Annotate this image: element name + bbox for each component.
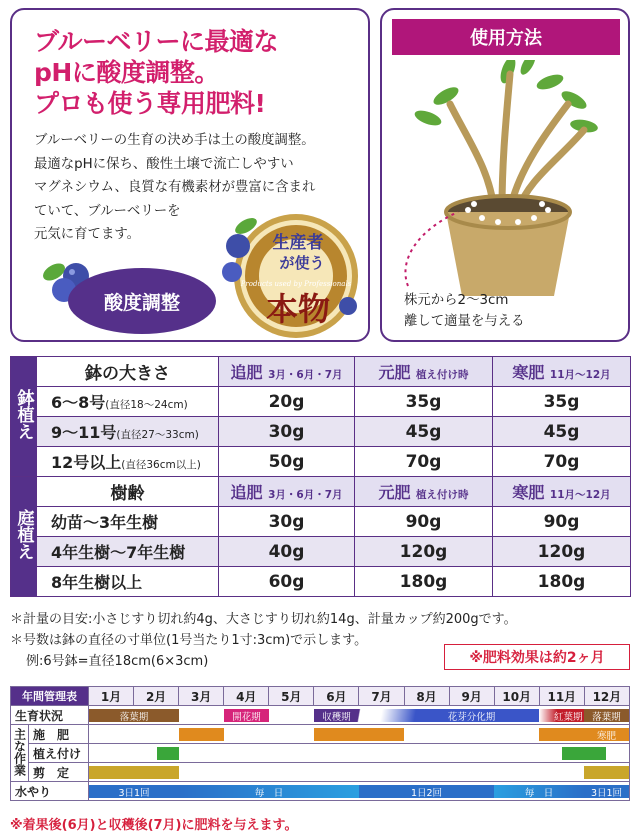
column-header-winter bbox=[493, 477, 631, 507]
fertilize-bar bbox=[179, 728, 224, 741]
column-name: 寒肥 bbox=[512, 483, 545, 502]
row-label-text: 12号以上 bbox=[51, 453, 122, 472]
column-name: 追肥 bbox=[230, 363, 263, 382]
table-row bbox=[11, 567, 631, 597]
planting-bar bbox=[562, 747, 607, 760]
work-label bbox=[11, 725, 29, 782]
column-sub: 植え付け時 bbox=[416, 489, 469, 501]
table-row bbox=[11, 507, 631, 537]
fertilize-bar-label: 寒肥 bbox=[596, 730, 616, 742]
value-cell: 120g bbox=[355, 537, 493, 567]
growth-bar-label: 落葉期 bbox=[119, 711, 149, 723]
pot-side-label-text: 鉢植え bbox=[13, 388, 34, 440]
description-line: ていて、ブルーベリーを bbox=[34, 203, 181, 219]
professional-seal-icon bbox=[218, 206, 364, 344]
month-label: 4月 bbox=[224, 687, 269, 706]
seal-line-1: 生産者 bbox=[272, 233, 324, 253]
acidity-badge-label: 酸度調整 bbox=[103, 291, 180, 314]
month-label: 9月 bbox=[449, 687, 494, 706]
column-sub: 3月・6月・7月 bbox=[268, 369, 343, 381]
usage-note bbox=[404, 290, 525, 332]
value-cell: 60g bbox=[219, 567, 355, 597]
row-label: 水やり bbox=[11, 782, 89, 801]
month-label: 11月 bbox=[539, 687, 584, 706]
column-header-base bbox=[355, 357, 493, 387]
value-cell: 45g bbox=[493, 417, 631, 447]
garden-side-label bbox=[11, 477, 37, 597]
watering-row bbox=[11, 782, 630, 801]
row-label-text: 9〜11号 bbox=[51, 423, 117, 442]
fertilize-row bbox=[11, 725, 630, 744]
table-row bbox=[11, 537, 631, 567]
headline-line-2: pHに酸度調整。 bbox=[34, 58, 219, 87]
garden-side-label-text: 庭植え bbox=[13, 508, 34, 560]
month-label: 3月 bbox=[179, 687, 224, 706]
row-label: 施 肥 bbox=[29, 725, 89, 744]
note-line: ＊計量の目安:小さじすり切れ約4g、大さじすり切れ約14g、計量カップ約200gです。 bbox=[10, 612, 517, 627]
month-label: 5月 bbox=[269, 687, 314, 706]
usage-note-line-2: 離して適量を与える bbox=[404, 314, 525, 329]
growth-row bbox=[11, 706, 630, 725]
row-label: 8年生樹以上 bbox=[37, 567, 219, 597]
value-cell: 120g bbox=[493, 537, 631, 567]
note-line: ＊号数は鉢の直径の寸単位(1号当たり1寸:3cm)で示します。 bbox=[10, 633, 368, 648]
value-cell: 35g bbox=[493, 387, 631, 417]
acidity-badge bbox=[68, 268, 216, 334]
table-row bbox=[11, 447, 631, 477]
column-header-winter bbox=[493, 357, 631, 387]
growth-bar-label: 収穫期 bbox=[322, 711, 351, 723]
value-cell: 70g bbox=[355, 447, 493, 477]
watering-bar-label: 3日1回 bbox=[118, 787, 150, 799]
potted-plant-illustration bbox=[398, 60, 618, 300]
row-label bbox=[37, 447, 219, 477]
growth-bar-label: 花芽分化期 bbox=[447, 711, 496, 723]
month-label: 6月 bbox=[314, 687, 359, 706]
usage-note-line-1: 株元から2〜3cm bbox=[404, 293, 509, 308]
watering-bar-label: 毎 日 bbox=[524, 787, 554, 799]
seal-line-2: が使う bbox=[279, 254, 325, 272]
description-line: マグネシウム、良質な有機素材が豊富に含まれ bbox=[34, 180, 316, 195]
column-header-base bbox=[355, 477, 493, 507]
value-cell: 30g bbox=[219, 507, 355, 537]
row-label bbox=[37, 417, 219, 447]
pruning-timeline bbox=[89, 763, 630, 782]
product-intro-panel bbox=[10, 8, 370, 342]
headline bbox=[34, 26, 364, 119]
growth-bar-label: 紅葉期 bbox=[553, 711, 583, 723]
pruning-bar bbox=[584, 766, 629, 779]
description-line: 最適なpHに保ち、酸性土壌で流亡しやすい bbox=[34, 156, 294, 172]
column-sub: 11月〜12月 bbox=[549, 369, 611, 381]
headline-line-1: ブルーベリーに最適な bbox=[34, 27, 279, 56]
effect-duration-box bbox=[444, 644, 630, 670]
calendar-header-row bbox=[11, 687, 630, 706]
row-label: 幼苗〜3年生樹 bbox=[37, 507, 219, 537]
column-name: 寒肥 bbox=[512, 363, 545, 382]
headline-line-3: プロも使う専用肥料! bbox=[34, 89, 266, 118]
value-cell: 90g bbox=[355, 507, 493, 537]
note-line: 例:6号鉢=直径18cm(6×3cm) bbox=[26, 654, 209, 669]
row-label bbox=[37, 387, 219, 417]
row-label-text: 6〜8号 bbox=[51, 393, 106, 412]
annual-calendar bbox=[10, 686, 630, 801]
calendar-title: 年間管理表 bbox=[11, 687, 89, 706]
fertilize-bar bbox=[314, 728, 404, 741]
seal-ring-text: Products used by Professionals bbox=[240, 280, 352, 288]
watering-bar-label: 3日1回 bbox=[590, 787, 623, 799]
month-label: 8月 bbox=[404, 687, 449, 706]
fertilize-timeline bbox=[89, 725, 630, 744]
value-cell: 20g bbox=[219, 387, 355, 417]
growth-timeline bbox=[89, 706, 630, 725]
usage-title: 使用方法 bbox=[392, 19, 620, 55]
row-label-sub: (直径27〜33cm) bbox=[116, 429, 199, 441]
row-label-sub: (直径18〜24cm) bbox=[105, 399, 188, 411]
pot-size-header: 鉢の大きさ bbox=[37, 357, 219, 387]
row-label: 剪 定 bbox=[29, 763, 89, 782]
month-label: 12月 bbox=[584, 687, 629, 706]
row-label: 植え付け bbox=[29, 744, 89, 763]
value-cell: 40g bbox=[219, 537, 355, 567]
growth-bar-label: 落葉期 bbox=[592, 711, 621, 723]
work-label-text: 主な作業 bbox=[12, 727, 27, 776]
value-cell: 50g bbox=[219, 447, 355, 477]
usage-panel bbox=[380, 8, 630, 342]
month-label: 7月 bbox=[359, 687, 404, 706]
watering-timeline bbox=[89, 782, 630, 801]
column-sub: 植え付け時 bbox=[416, 369, 469, 381]
planting-timeline bbox=[89, 744, 630, 763]
table-row bbox=[11, 417, 631, 447]
row-label: 4年生樹〜7年生樹 bbox=[37, 537, 219, 567]
value-cell: 70g bbox=[493, 447, 631, 477]
pot-header-row bbox=[11, 357, 631, 387]
pruning-row bbox=[11, 763, 630, 782]
planting-row bbox=[11, 744, 630, 763]
tree-age-header: 樹齢 bbox=[37, 477, 219, 507]
month-label: 10月 bbox=[494, 687, 539, 706]
column-name: 元肥 bbox=[378, 363, 411, 382]
value-cell: 180g bbox=[355, 567, 493, 597]
seal-main-text: 本物 bbox=[265, 290, 331, 328]
column-header-topdress bbox=[219, 357, 355, 387]
bottom-note: ※着果後(6月)と収穫後(7月)に肥料を与えます。 bbox=[10, 818, 298, 833]
value-cell: 45g bbox=[355, 417, 493, 447]
description-line: 元気に育てます。 bbox=[34, 227, 141, 242]
growth-bar-label: 開花期 bbox=[232, 711, 261, 723]
column-name: 追肥 bbox=[230, 483, 263, 502]
garden-header-row bbox=[11, 477, 631, 507]
column-name: 元肥 bbox=[378, 483, 411, 502]
value-cell: 180g bbox=[493, 567, 631, 597]
column-sub: 11月〜12月 bbox=[549, 489, 611, 501]
description-line: ブルーベリーの生育の決め手は土の酸度調整。 bbox=[34, 133, 315, 148]
month-label: 1月 bbox=[89, 687, 134, 706]
pot-side-label bbox=[11, 357, 37, 477]
value-cell: 30g bbox=[219, 417, 355, 447]
growth-label: 生育状況 bbox=[11, 706, 89, 725]
value-cell: 90g bbox=[493, 507, 631, 537]
value-cell: 35g bbox=[355, 387, 493, 417]
dosage-table bbox=[10, 356, 631, 597]
month-label: 2月 bbox=[134, 687, 179, 706]
planting-bar bbox=[157, 747, 180, 760]
column-header-topdress bbox=[219, 477, 355, 507]
row-label-sub: (直径36cm以上) bbox=[121, 459, 201, 471]
watering-bar-label: 毎 日 bbox=[254, 787, 284, 799]
table-row bbox=[11, 387, 631, 417]
column-sub: 3月・6月・7月 bbox=[268, 489, 343, 501]
pruning-bar bbox=[89, 766, 179, 779]
watering-bar-label: 1日2回 bbox=[410, 787, 443, 799]
effect-duration-text: ※肥料効果は約2ヶ月 bbox=[469, 650, 605, 666]
